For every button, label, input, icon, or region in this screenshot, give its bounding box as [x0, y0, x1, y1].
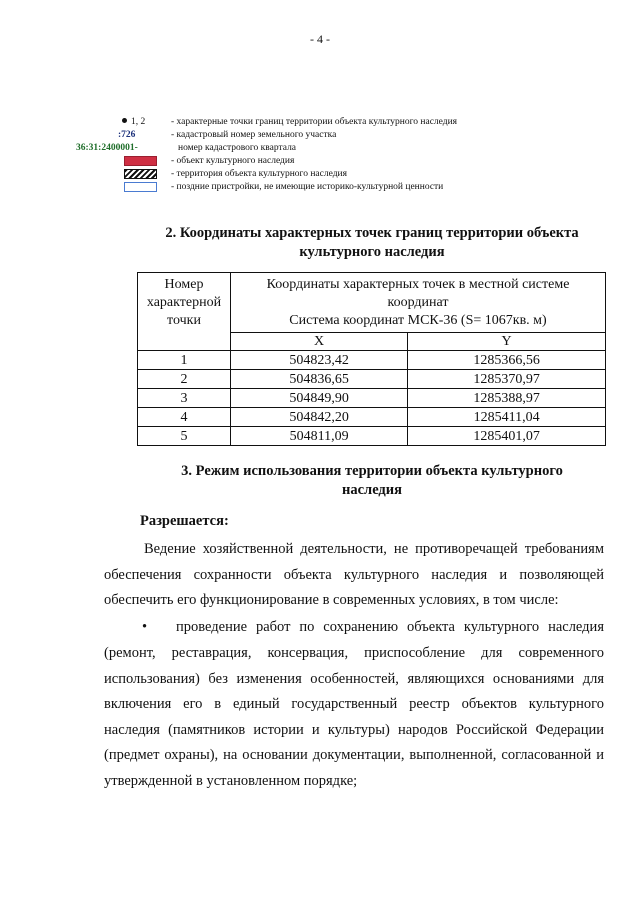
bullet-text: проведение работ по сохранению объекта культурного наследия [176, 619, 604, 635]
legend-desc: номер кадастрового квартала [178, 143, 297, 153]
point-dot-icon [122, 118, 127, 123]
header-point-number: Номер характерной точки [138, 273, 231, 351]
table-header-row [138, 273, 606, 333]
header-coordinates: Координаты характерных точек в местной системе координат Система координат МСК-36 (S= 1067кв. м) [231, 273, 606, 333]
table-row: 1 504823,42 1285366,56 [138, 351, 606, 370]
red-fill-swatch-icon [124, 156, 157, 166]
legend-desc: - территория объекта культурного наследия [171, 169, 347, 179]
legend-desc: - объект культурного наследия [171, 156, 295, 166]
section-2-heading: 2. Координаты характерных точек границ территории объекта культурного наследия [165, 225, 579, 260]
allowed-heading: Разрешается: [140, 513, 229, 529]
legend-key: 1, 2 [131, 117, 146, 127]
page-number: - 4 - [310, 32, 330, 46]
bullet-item-continuation: (ремонт, реставрация, консервация, приспособление для современного использования) без изменения особенностей, являющихся основаниями для включения его в единый государственный реестр объектов культурного наследия (памятников истории и культуры) народов Российской Федерации (предмет охраны), на основании документации, выполненной, согласованной и утвержденной в установленном порядке; [104, 645, 604, 789]
bullet-icon: • [142, 619, 148, 635]
hatched-swatch-icon [124, 169, 157, 179]
legend-desc: - кадастровый номер земельного участка [171, 130, 337, 140]
table-row: 5 504811,09 1285401,07 [138, 427, 606, 446]
table-row: 2 504836,65 1285370,97 [138, 370, 606, 389]
table-row: 3 504849,90 1285388,97 [138, 389, 606, 408]
legend-desc: - характерные точки границ территории объекта культурного наследия [171, 117, 458, 127]
header-y: Y [408, 333, 606, 351]
section-3-heading: 3. Режим использования территории объекта культурного наследия [181, 463, 563, 498]
header-x: X [231, 333, 408, 351]
table-row: 4 504842,20 1285411,04 [138, 408, 606, 427]
legend-desc: - поздние пристройки, не имеющие историко-культурной ценности [171, 182, 444, 192]
legend-key: 36:31:2400001- [76, 143, 138, 153]
coordinates-table [137, 272, 606, 446]
paragraph-economic-activity: Ведение хозяйственной деятельности, не противоречащей требованиям обеспечения сохранности объекта культурного наследия и позволяющей обеспечить его функционирование в современных условиях, в том числе: [104, 541, 604, 609]
blue-outline-swatch-icon [124, 182, 157, 192]
legend-key: :726 [118, 130, 136, 140]
